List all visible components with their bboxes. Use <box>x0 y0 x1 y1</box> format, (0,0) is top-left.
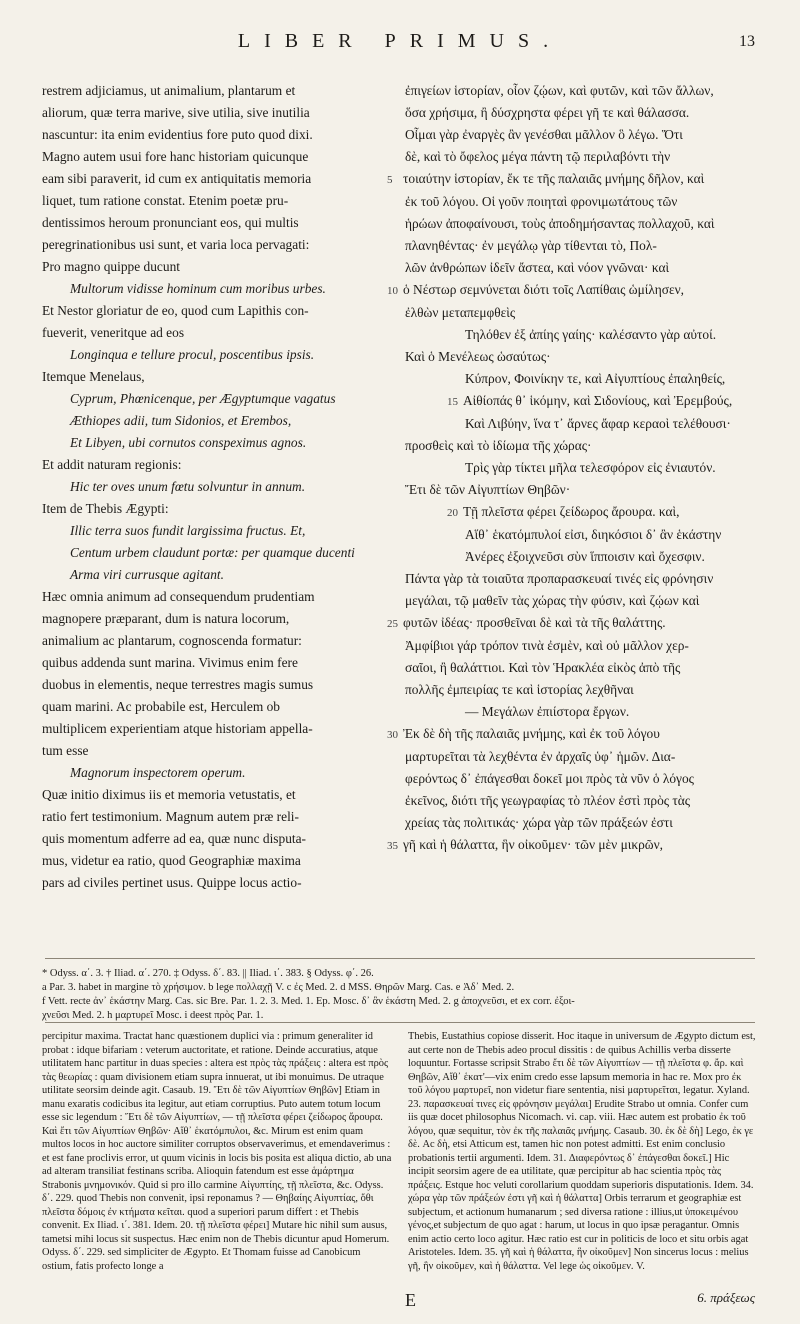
latin-verse-line: Multorum vidisse hominum cum moribus urbes. <box>70 281 326 296</box>
latin-prose-line: Magno autem usui fore hanc historiam quicunque <box>42 149 309 164</box>
latin-prose-line: Et addit naturam regionis: <box>42 457 182 472</box>
greek-line-text: ἐκ τοῦ λόγου. Οἱ γοῦν ποιηταὶ φρονιμωτάτους τῶν <box>405 194 678 209</box>
greek-line-text: ἡρώων ἀποφαίνουσι, τοὺς ἀποδημήσαντας πολλαχοῦ, καὶ <box>405 216 715 231</box>
greek-verse-line <box>405 546 767 568</box>
greek-line-text: Ἀμφίβιοι γάρ τρόπον τινὰ ἐσμὲν, καὶ οὐ μᾶλλον χερ- <box>405 638 689 653</box>
greek-prose-line <box>387 168 767 191</box>
signature-mark: E <box>405 1290 416 1310</box>
latin-verse-line: Longinqua e tellure procul, poscentibus ipsis. <box>70 347 315 362</box>
greek-prose-line <box>405 568 767 590</box>
greek-line-text: μεγάλαι, τῷ μαθεῖν τὰς χώρας τὴν φύσιν, καὶ ζῴων καὶ <box>405 593 700 608</box>
greek-line-text: Τῇ πλεῖστα φέρει ζείδωρος ἄρουρα. καὶ, <box>463 504 680 519</box>
greek-verse-line <box>405 413 767 435</box>
greek-prose-line <box>387 723 767 746</box>
footnote-line: a Par. 3. habet in margine τὸ χρήσιμον. b lege πολλαχῇ V. c ἐς Med. 2. d MSS. Θηρῶν Marg. Cas. e Ἀδ᾽ Med. 2. <box>42 982 515 993</box>
commentary-divider <box>45 1022 755 1023</box>
latin-prose-line: multiplicem experientiam atque historiam appella- <box>42 721 313 736</box>
greek-verse-line <box>405 324 767 346</box>
greek-prose-line <box>405 80 767 102</box>
page-header <box>45 30 755 64</box>
greek-line-text: Πάντα γὰρ τὰ τοιαῦτα προπαρασκευαί τινές εἰς φρόνησιν <box>405 571 714 586</box>
greek-line-text: Ἀνέρες ἐξοιχνεῦσι σὺν ἵπποισιν καὶ ὄχεσφιν. <box>465 549 705 564</box>
greek-line-text: Ἔτι δὲ τῶν Αἰγυπτίων Θηβῶν· <box>405 482 571 497</box>
greek-line-text: πολλῆς ἐμπειρίας τε καὶ ἱστορίας λεχθῆναι <box>405 682 634 697</box>
greek-line-text: Καὶ ὁ Μενέλεως ὡσαύτως· <box>405 349 551 364</box>
latin-prose-line: eam sibi paraverit, id cum ex antiquitatis memoria <box>42 171 312 186</box>
catchword: 6. πράξεως <box>697 1290 755 1305</box>
greek-line-text: — Μεγάλων ἐπιίστορα ἔργων. <box>465 704 630 719</box>
footnote-line: f Vett. recte ἀν᾽ ἑκάστην Marg. Cas. sic Bre. Par. 1. 2. 3. Med. 1. Ep. Mosc. δ᾽ ἂν ἑκάστη Med. 2. g ἀποχνεῦσι, et ex corr. ἐξοι- <box>42 996 575 1007</box>
greek-prose-line <box>405 679 767 701</box>
latin-prose-line: Hæc omnia animum ad consequendum prudentiam <box>42 589 315 604</box>
latin-prose-line: duobus in elementis, neque terrestres magis sumus <box>42 677 314 692</box>
greek-prose-line <box>405 191 767 213</box>
greek-prose-line <box>405 102 767 124</box>
latin-verse-line: Arma viri currusque agitant. <box>70 567 224 582</box>
running-head: LIBER PRIMUS. <box>237 30 563 52</box>
greek-verse-line <box>405 701 767 723</box>
greek-line-text: Καὶ Λιβύην, ἵνα τ᾽ ἄρνες ἄφαρ κεραοὶ τελέθουσι· <box>465 416 731 431</box>
greek-line-text: πλανηθέντας· ἐν μεγάλῳ γὰρ τίθενται τὸ, Πολ- <box>405 238 657 253</box>
greek-line-text: σαῖοι, ἢ θαλάττιοι. Καὶ τὸν Ἡρακλέα εἰκὸς ἀπὸ τῆς <box>405 660 681 675</box>
footnotes <box>42 967 758 1021</box>
latin-prose-line: peregrinationibus usi sunt, et varia loca pervagati: <box>42 237 310 252</box>
greek-prose-line <box>387 834 767 857</box>
greek-line-text: ἐπιγείων ἱστορίαν, οἷον ζῴων, καὶ φυτῶν, καὶ τῶν ἄλλων, <box>405 83 714 98</box>
latin-verse-line: Hic ter oves unum fœtu solvuntur in annum. <box>70 479 306 494</box>
latin-prose-line: ratio fert testimonium. Magnum autem præ reli- <box>42 809 299 824</box>
greek-line-text: δὲ, καὶ τὸ ὄφελος μέγα πάντη τῷ περιλαβόντι τὴν <box>405 149 671 164</box>
commentary-left: percipitur maxima. Tractat hanc quæstionem duplici via : primum generaliter id probat : idque bifariam : veterum auctoritate, et ratione. Deinde accuratius, atque utilitatem hanc partitur in duas species : altera est πρὸς τὰς πράξεις : altera est πρὸς τὰς θεωρίας : quam divisionem etiam supra innuerat, ut ibi monuimus. De utraque utilitate seorsim deinde agit. Casaub. 19. Ἔτι δὲ τῶν Αἰγυπτίων Θηβῶν] Etiam in manu exaratis codicibus ita legitur, aut etiam corruptius. Puto autem totum locum esse sic legendum : Ἔτι δὲ τῶν Αἰγυπτίων, — τῇ πλεῖστα φέρει ζείδωρος ἄρουρα. Καὶ ἔτι τῶν Αἰγυπτίων Θηβῶν· Αἵθ᾽ ἑκατόμπυλοι, &c. Mirum est enim quam multos locos in hoc auctore similiter corruptos observaverimus, et emendaverimus : et est fane proclivis error, ut quum vicinis in locis bis posita est aliqua dictio, ab una ad alteram transiliat festinans scriba. Alioquin fatendum est esse ἁμάρτημα Strabonis μνημονικόν. Quid si pro illo carmine Αἰγυπτίης, τῇ πλεῖστα, &c. Odyss. δ΄. 229. quod Thebis non convenit, ipsi reponamus ? — Θηβαίης Αἰγυπτίας, ὅθι πλεῖστα δόμοις ἐν κτήματα κεῖται. quod a superiori parum differt : et Thebis convenit. Ex Iliad. ι΄. 381. Idem. 20. τῇ πλεῖστα φέρει] Mutare hic nihil sum ausus, tametsi mihi locus sit suspectus. Hæc enim non de Thebis dicuntur apud Homerum. Odyss. δ΄. 229. sed simpliciter de Ægypto. Et Thomam fuisse ad Canobicum ostium, fatis profecto longe a <box>42 1031 392 1272</box>
greek-line-text: Τρὶς γὰρ τίκτει μῆλα τελεσφόρον εἰς ἐνιαυτόν. <box>465 460 716 475</box>
greek-line-text: γῆ καὶ ἡ θάλαττα, ἣν οἰκοῦμεν· τῶν μὲν μικρῶν, <box>403 837 663 852</box>
greek-line-text: ἐλθὼν μεταπεμφθεὶς <box>405 305 516 320</box>
greek-prose-line <box>387 279 767 302</box>
greek-prose-line <box>405 590 767 612</box>
latin-prose-line: tum esse <box>42 743 89 758</box>
latin-prose-line: nascuntur: ita enim evidentius fore puto quod dixi. <box>42 127 313 142</box>
greek-verse-line <box>405 457 767 479</box>
greek-line-text: λῶν ἀνθρώπων ἰδεῖν ἄστεα, καὶ νόον γνῶναι· καὶ <box>405 260 670 275</box>
greek-verse-line <box>405 524 767 546</box>
latin-prose-line: Pro magno quippe ducunt <box>42 259 180 274</box>
latin-prose-line: restrem adjiciamus, ut animalium, plantarum et <box>42 83 296 98</box>
greek-verse-line <box>405 390 767 413</box>
greek-prose-line <box>405 790 767 812</box>
greek-prose-line <box>405 746 767 768</box>
latin-prose-line: dentissimos heroum pronunciant eos, qui multis <box>42 215 299 230</box>
latin-prose-line: Itemque Menelaus, <box>42 369 145 384</box>
greek-prose-line <box>405 146 767 168</box>
greek-line-text: ἐκεῖνος, διότι τῆς γεωγραφίας τὸ πλέον ἐστὶ πρὸς τὰς <box>405 793 691 808</box>
greek-line-text: χρείας τὰς πολιτικάς· χώρα γὰρ τῶν πράξεών ἐστι <box>405 815 673 830</box>
line-number: 10 <box>387 285 398 297</box>
greek-prose-line <box>405 635 767 657</box>
greek-text-column <box>387 80 767 950</box>
latin-prose-line: aliorum, quæ terra marive, sive utilia, sive inutilia <box>42 105 310 120</box>
latin-verse-line: Cyprum, Phœnicenque, per Ægyptumque vagatus <box>70 391 336 406</box>
footnote-line: * Odyss. α΄. 3. † Iliad. α΄. 270. ‡ Odyss. δ΄. 83. || Iliad. ι΄. 383. § Odyss. φ΄. 26. <box>42 968 374 979</box>
commentary-right: Thebis, Eustathius copiose disserit. Hoc itaque in universum de Ægypto dictum est, aut certe non de Thebis adeo procul dissitis : de quibus Achillis verba disserte loquuntur. Fortasse scripsit Strabo ἔτι δὲ τῶν Αἰγυπτίων — τῇ πλεῖστα φ. ἄρ. καὶ Θηβῶν, Αἵθ᾽ ἑκατ'—vix enim credo esse lapsum memoria in hac re. Mox pro ἐκ τοῦ λόγου μαρτυρεῖ, non videtur fiare sententia, nisi μαρτυρεῖται, legatur. Xyland. 23. παρασκευαί τινες εἰς φρόνησιν μεγάλαι] Erudite Strabo ut omnia. Confer cum iis quæ docet philosophus Nicomach. vi. cap. viii. Hæc autem est probatio ἐκ τοῦ λόγου, quæ sequitur, τὸν ἐκ τῆς παλαιᾶς μνήμης. Casaub. 30. ἐκ δὲ δὴ] Lego, ἐκ γε δὲ. Ac δὴ, etsi Atticum est, tamen hic non potest admitti. Est enim conclusio probationis tertii argumenti. Idem. 31. Διαφερόντως δ᾽ ἐπάγεσθαι δοκεῖ.] Hic incipit seorsim agere de ea utilitate, quæ percipitur ab hac scientia πρὸς τὰς πράξεις. Estque hoc veluti corollarium quoddam superioris disputationis. Idem. 34. χώρα γὰρ τῶν πράξεών ἐστι γῆ καὶ ἡ θάλαττα] Orbis terrarum et geographiæ est subjectum, et actionum humanarum ; sed diversa ratione : illius,ut ὑποκειμένου γένος,et subjectum de quo agat : harum, ut locus in quo ipsæ peragantur. Omnis enim actio certo loco agitur. Hæc ratio est cur in politicis de loco et situ orbis agat Aristoteles. Idem. 35. γῆ καὶ ἡ θάλαττα, ἣν οἰκοῦμεν] Non sincerus locus : melius γῆ, ἣν οἰκοῦμεν, καὶ ἡ θάλαττα. Vel lege ὡς οἰκοῦμεν. V. <box>408 1031 756 1272</box>
greek-line-text: Αἵθ᾽ ἑκατόμπυλοί εἰσι, διηκόσιοι δ᾽ ἂν ἑκάστην <box>465 527 722 542</box>
footnote-line: χνεῦσι Med. 2. h μαρτυρεῖ Mosc. i deest πρὸς Par. 1. <box>42 1010 264 1021</box>
latin-prose-line: mus, videtur ea ratio, quod Geographiæ maxima <box>42 853 301 868</box>
latin-prose-line: quis momentum adferre ad ea, quæ nunc disputa- <box>42 831 307 846</box>
latin-verse-line: Æthiopes adii, tum Sidonios, et Erembos, <box>70 413 292 428</box>
greek-line-text: Οἶμαι γὰρ ἐναργὲς ἂν γενέσθαι μᾶλλον ὃ λέγω. Ὅτι <box>405 127 683 142</box>
greek-prose-line <box>405 235 767 257</box>
greek-line-text: Ἐκ δὲ δὴ τῆς παλαιᾶς μνήμης, καὶ ἐκ τοῦ λόγου <box>403 726 660 741</box>
line-number: 20 <box>447 507 458 519</box>
greek-line-text: μαρτυρεῖται τὰ λεχθέντα ἐν ἀρχαῖς ὑφ᾽ ἡμῶν. Δια- <box>405 749 676 764</box>
latin-translation-column <box>42 80 376 950</box>
latin-prose-line: liquet, tum ratione constat. Etenim poetæ pru- <box>42 193 289 208</box>
latin-verse-line: Magnorum inspectorem operum. <box>70 765 246 780</box>
page-number: 13 <box>739 33 755 50</box>
greek-prose-line <box>405 302 767 324</box>
greek-line-text: Αἰθίοπάς θ᾽ ἱκόμην, καὶ Σιδονίους, καὶ Ἐρεμβούς, <box>463 393 733 408</box>
greek-prose-line <box>405 213 767 235</box>
line-number: 5 <box>387 174 393 186</box>
latin-verse-line: Centum urbem claudunt portæ: per quamque ducenti <box>70 545 355 560</box>
line-number: 35 <box>387 840 398 852</box>
greek-prose-line <box>405 768 767 790</box>
footnote-divider <box>45 958 755 959</box>
greek-line-text: φυτῶν ἰδέας· προσθεῖναι δὲ καὶ τὰ τῆς θαλάττης. <box>403 615 666 630</box>
greek-line-text: ὅσα χρήσιμα, ἢ δύσχρηστα φέρει γῆ τε καὶ θάλασσα. <box>405 105 690 120</box>
greek-line-text: τοιαύτην ἱστορίαν, ἔκ τε τῆς παλαιᾶς μνήμης δῆλον, καὶ <box>403 171 705 186</box>
greek-prose-line <box>405 257 767 279</box>
greek-prose-line <box>405 479 767 501</box>
latin-prose-line: magnopere præparant, dum is natura locorum, <box>42 611 290 626</box>
greek-prose-line <box>405 812 767 834</box>
line-number: 25 <box>387 618 398 630</box>
greek-line-text: ὁ Νέστωρ σεμνύνεται διότι τοῖς Λαπίθαις ὡμίλησεν, <box>403 282 685 297</box>
greek-line-text: φερόντως δ᾽ ἐπάγεσθαι δοκεῖ μοι πρὸς τὰ νῦν ὁ λόγος <box>405 771 694 786</box>
line-number: 15 <box>447 396 458 408</box>
greek-line-text: προσθεὶς καὶ τὸ ἰδίωμα τῆς χώρας· <box>405 438 592 453</box>
latin-prose-line: quam marini. Ac probabile est, Herculem ob <box>42 699 280 714</box>
greek-verse-line <box>405 368 767 390</box>
latin-verse-line: Et Libyen, ubi cornutos conspeximus agnos. <box>70 435 307 450</box>
latin-prose-line: animalium ac plantarum, cognoscenda formatur: <box>42 633 302 648</box>
greek-line-text: Τηλόθεν ἐξ ἀπίης γαίης· καλέσαντο γὰρ αὐτοί. <box>465 327 717 342</box>
latin-prose-line: Quæ initio diximus iis et memoria vetustatis, et <box>42 787 296 802</box>
greek-prose-line <box>387 612 767 635</box>
latin-prose-line: pars ad civiles pertinet usus. Quippe locus actio- <box>42 875 302 890</box>
greek-prose-line <box>405 124 767 146</box>
latin-prose-line: Item de Thebis Ægypti: <box>42 501 169 516</box>
latin-prose-line: Et Nestor gloriatur de eo, quod cum Lapithis con- <box>42 303 309 318</box>
latin-prose-line: quibus addenda sunt marina. Vivimus enim fere <box>42 655 298 670</box>
greek-prose-line <box>405 657 767 679</box>
line-number: 30 <box>387 729 398 741</box>
greek-prose-line <box>405 435 767 457</box>
latin-verse-line: Illic terra suos fundit largissima fructus. Et, <box>70 523 306 538</box>
greek-line-text: Κύπρον, Φοινίκην τε, καὶ Αἰγυπτίους ἐπαληθείς, <box>465 371 726 386</box>
greek-prose-line <box>405 346 767 368</box>
latin-prose-line: fueverit, veneritque ad eos <box>42 325 185 340</box>
greek-verse-line <box>405 501 767 524</box>
